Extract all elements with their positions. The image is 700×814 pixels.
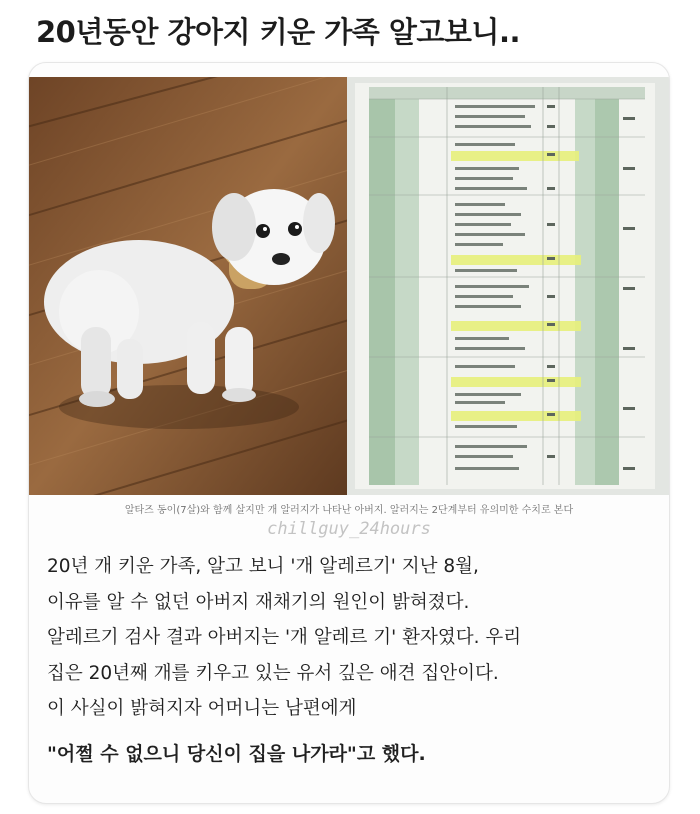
post-headline: 20년동안 강아지 키운 가족 알고보니.. xyxy=(36,15,520,49)
watermark: chillguy_24hours xyxy=(267,519,431,539)
post-photo[interactable] xyxy=(29,77,669,495)
test-result-document xyxy=(347,77,669,495)
article-line: 20년 개 키운 가족, 알고 보니 '개 알레르기' 지난 8월, xyxy=(47,556,479,577)
article-line: 알레르기 검사 결과 아버지는 '개 알레르 기' 환자였다. 우리 xyxy=(47,627,522,648)
article-line: 이 사실이 밝혀지자 어머니는 남편에게 xyxy=(47,698,357,719)
document-illustration xyxy=(347,77,669,495)
dog-illustration xyxy=(29,77,347,495)
dog-photo xyxy=(29,77,347,495)
article-quote: "어쩔 수 없으니 당신이 집을 나가라"고 했다. xyxy=(47,742,426,765)
article-line: 집은 20년째 개를 키우고 있는 유서 깊은 애견 집안이다. xyxy=(47,662,499,684)
photo-caption: 알타즈 동이(7살)와 함께 살지만 개 알러지가 나타난 아버지. 알러지는 2단계부터 유의미한 수치로 본다 xyxy=(124,505,574,516)
article-text xyxy=(47,549,653,772)
post-card[interactable] xyxy=(28,62,670,804)
article-line: 이유를 알 수 없던 아버지 재채기의 원인이 밝혀졌다. xyxy=(47,591,470,613)
